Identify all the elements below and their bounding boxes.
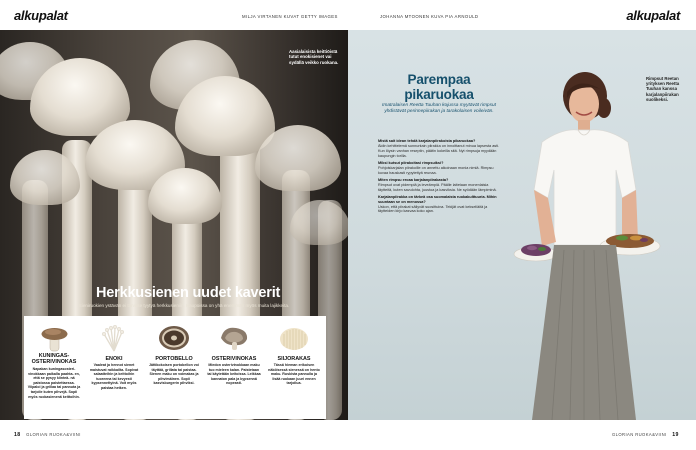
page-number-right: 19	[672, 432, 679, 438]
qa-item	[378, 139, 500, 158]
mushroom-name: OSTERIVINOKAS	[211, 356, 257, 362]
article-title-right: Parempaa pikaruokaa	[404, 72, 474, 102]
mushroom-card-oyster	[204, 316, 264, 419]
qa-answer: Äidin kehittelemä sunnuntain piirakka on innoittanut minua lapsesta asti. Kun löysin vanhan reseptin, päätin kokeilla sitä. Nyt rimpsuja myydään kaupungin torilla.	[378, 143, 500, 158]
brand-logo-right: alkupalat	[626, 8, 680, 23]
page-header	[0, 0, 696, 30]
mushroom-name: KUNINGAS- OSTERIVINOKAS	[31, 353, 77, 365]
mushroom-name: SIIJORAKAS	[277, 356, 311, 362]
mushroom-card-portobello	[144, 316, 204, 419]
mushroom-description: Jättikokoisen portobellon voi täyttää, grillata tai paistaa. Sienen maku on voimakas ja pihvimäinen. Sopii kasvisburgerin pihviksi.	[149, 363, 199, 386]
footer-left	[14, 432, 81, 438]
credit-right: JOHANNA MTOONEN KUVA PIA ARNOULD	[380, 14, 479, 19]
brand-logo-left: alkupalat	[14, 8, 68, 23]
footer-magazine-name: GLORIAN RUOKA&VIINI	[612, 432, 667, 437]
qa-answer: Pohjoiskarjalan piirakoille on annettu aikoinaan monia nimiä. Rimpsu kuvaa hauskasti rypytettyä reunaa.	[378, 165, 494, 175]
woman-figure	[512, 70, 662, 420]
footer-right	[612, 432, 679, 438]
qa-item	[378, 161, 500, 176]
qa-question: Miten rimpsu eroaa karjalanpiirakasta?	[378, 177, 449, 182]
mushroom-cap	[290, 200, 348, 245]
qa-item	[378, 178, 500, 193]
qa-answer: Rimpsut ovat pidempiä ja leveämpiä. Päälle laitetaan monenlaisia täytteitä, kuten savulohta, juustoa ja kasviksia. Ne syödään lämpiminä.	[378, 182, 497, 192]
mushroom-description: Miedon osterivinokkaan maku tuo mieleen kalan. Paistetaan tai käytetään keitoissa. Leikkaa kannaton pala ja kypsennä nopeasti.	[207, 363, 261, 386]
article-subhead: Sieniruokien ystävän ei tarvitse tyytyä herkkusieniin. Kaupoissa on yhä enemmän myös muita lajikkeita.	[78, 303, 290, 308]
mushroom-guide-box	[24, 316, 326, 419]
interview-body	[378, 139, 500, 217]
lions-mane-icon	[278, 324, 310, 352]
article-intro-right: Imatralaisen Reetta Tuuhan kojussa myytävät rimpsut yhdistävät perinnepiirakan ja tarakolaisen voileivän.	[381, 103, 497, 114]
qa-question: Karjalanpiirakka on tärkeä osa suomalaista ruokakulttuuria. Mihin suuntaan se on menossa?	[378, 194, 497, 204]
oyster-mushroom-icon	[218, 324, 250, 352]
credit-left: MILJA VIRTANEN KUVAT GETTY IMAGES	[242, 14, 338, 19]
mushroom-description: Tässä hieman erikoisen näköisessä sienessä on hento maku. Ruskista pannulla ja lisää ruokaan juuri ennen tarjoilua.	[268, 363, 320, 386]
qa-item	[378, 195, 500, 214]
mushroom-description: Napakan kuningasosteri- vinokkaan paikalla paahta- en, että se pysyy kiinteä- nä paistossa paistettaessa. Viipaloi ja grillaa tai pannuta ja tarjoile kuten pihvejä. Sopii myös ruokasienenä keittoihin.	[27, 367, 81, 399]
mushroom-card-lions-mane	[264, 316, 324, 419]
page-number-left: 18	[14, 432, 21, 438]
mushroom-name: ENOKI	[105, 356, 123, 362]
footer-magazine-name: GLORIAN RUOKA&VIINI	[26, 432, 81, 437]
photo-caption-left: Aasialaisista keittiöistä tutut enokisienet vai sydällä veikko ruokana.	[289, 49, 339, 65]
mushroom-card-king-oyster	[24, 316, 84, 419]
qa-question: Mistä sait idean tehdä karjalanpiirakoista pikaruokaa?	[378, 139, 476, 143]
photo-caption-right: Rimpsut Reetan yrityksen Reetta Tuuhan kanssa karjalanpiirakan suolikeksi.	[646, 76, 680, 102]
mushroom-card-enoki	[84, 316, 144, 419]
mushroom-king-oyster-icon	[38, 324, 70, 352]
mushroom-name: PORTOBELLO	[155, 356, 193, 362]
enoki-icon	[98, 324, 130, 352]
qa-question: Miksi kutsut piirakoitasi rimpsuiksi?	[378, 160, 444, 165]
mushroom-description: Vaaleat ja hennot sienet maistuvat raikkailta. Sopivat salaatteihin ja keittoihin tuoreena tai kevyesti kypsennettyinä. Voit myös paistaa hetken.	[89, 363, 139, 390]
article-headline: Herkkusienen uudet kaverit	[96, 285, 281, 301]
qa-answer: Uskon, että piirakat säilyvät suosittuina. Tekijät ovat kekseliäitä ja täytteiden kirjo kasvaa koko ajan.	[378, 204, 488, 214]
portobello-icon	[158, 324, 190, 352]
